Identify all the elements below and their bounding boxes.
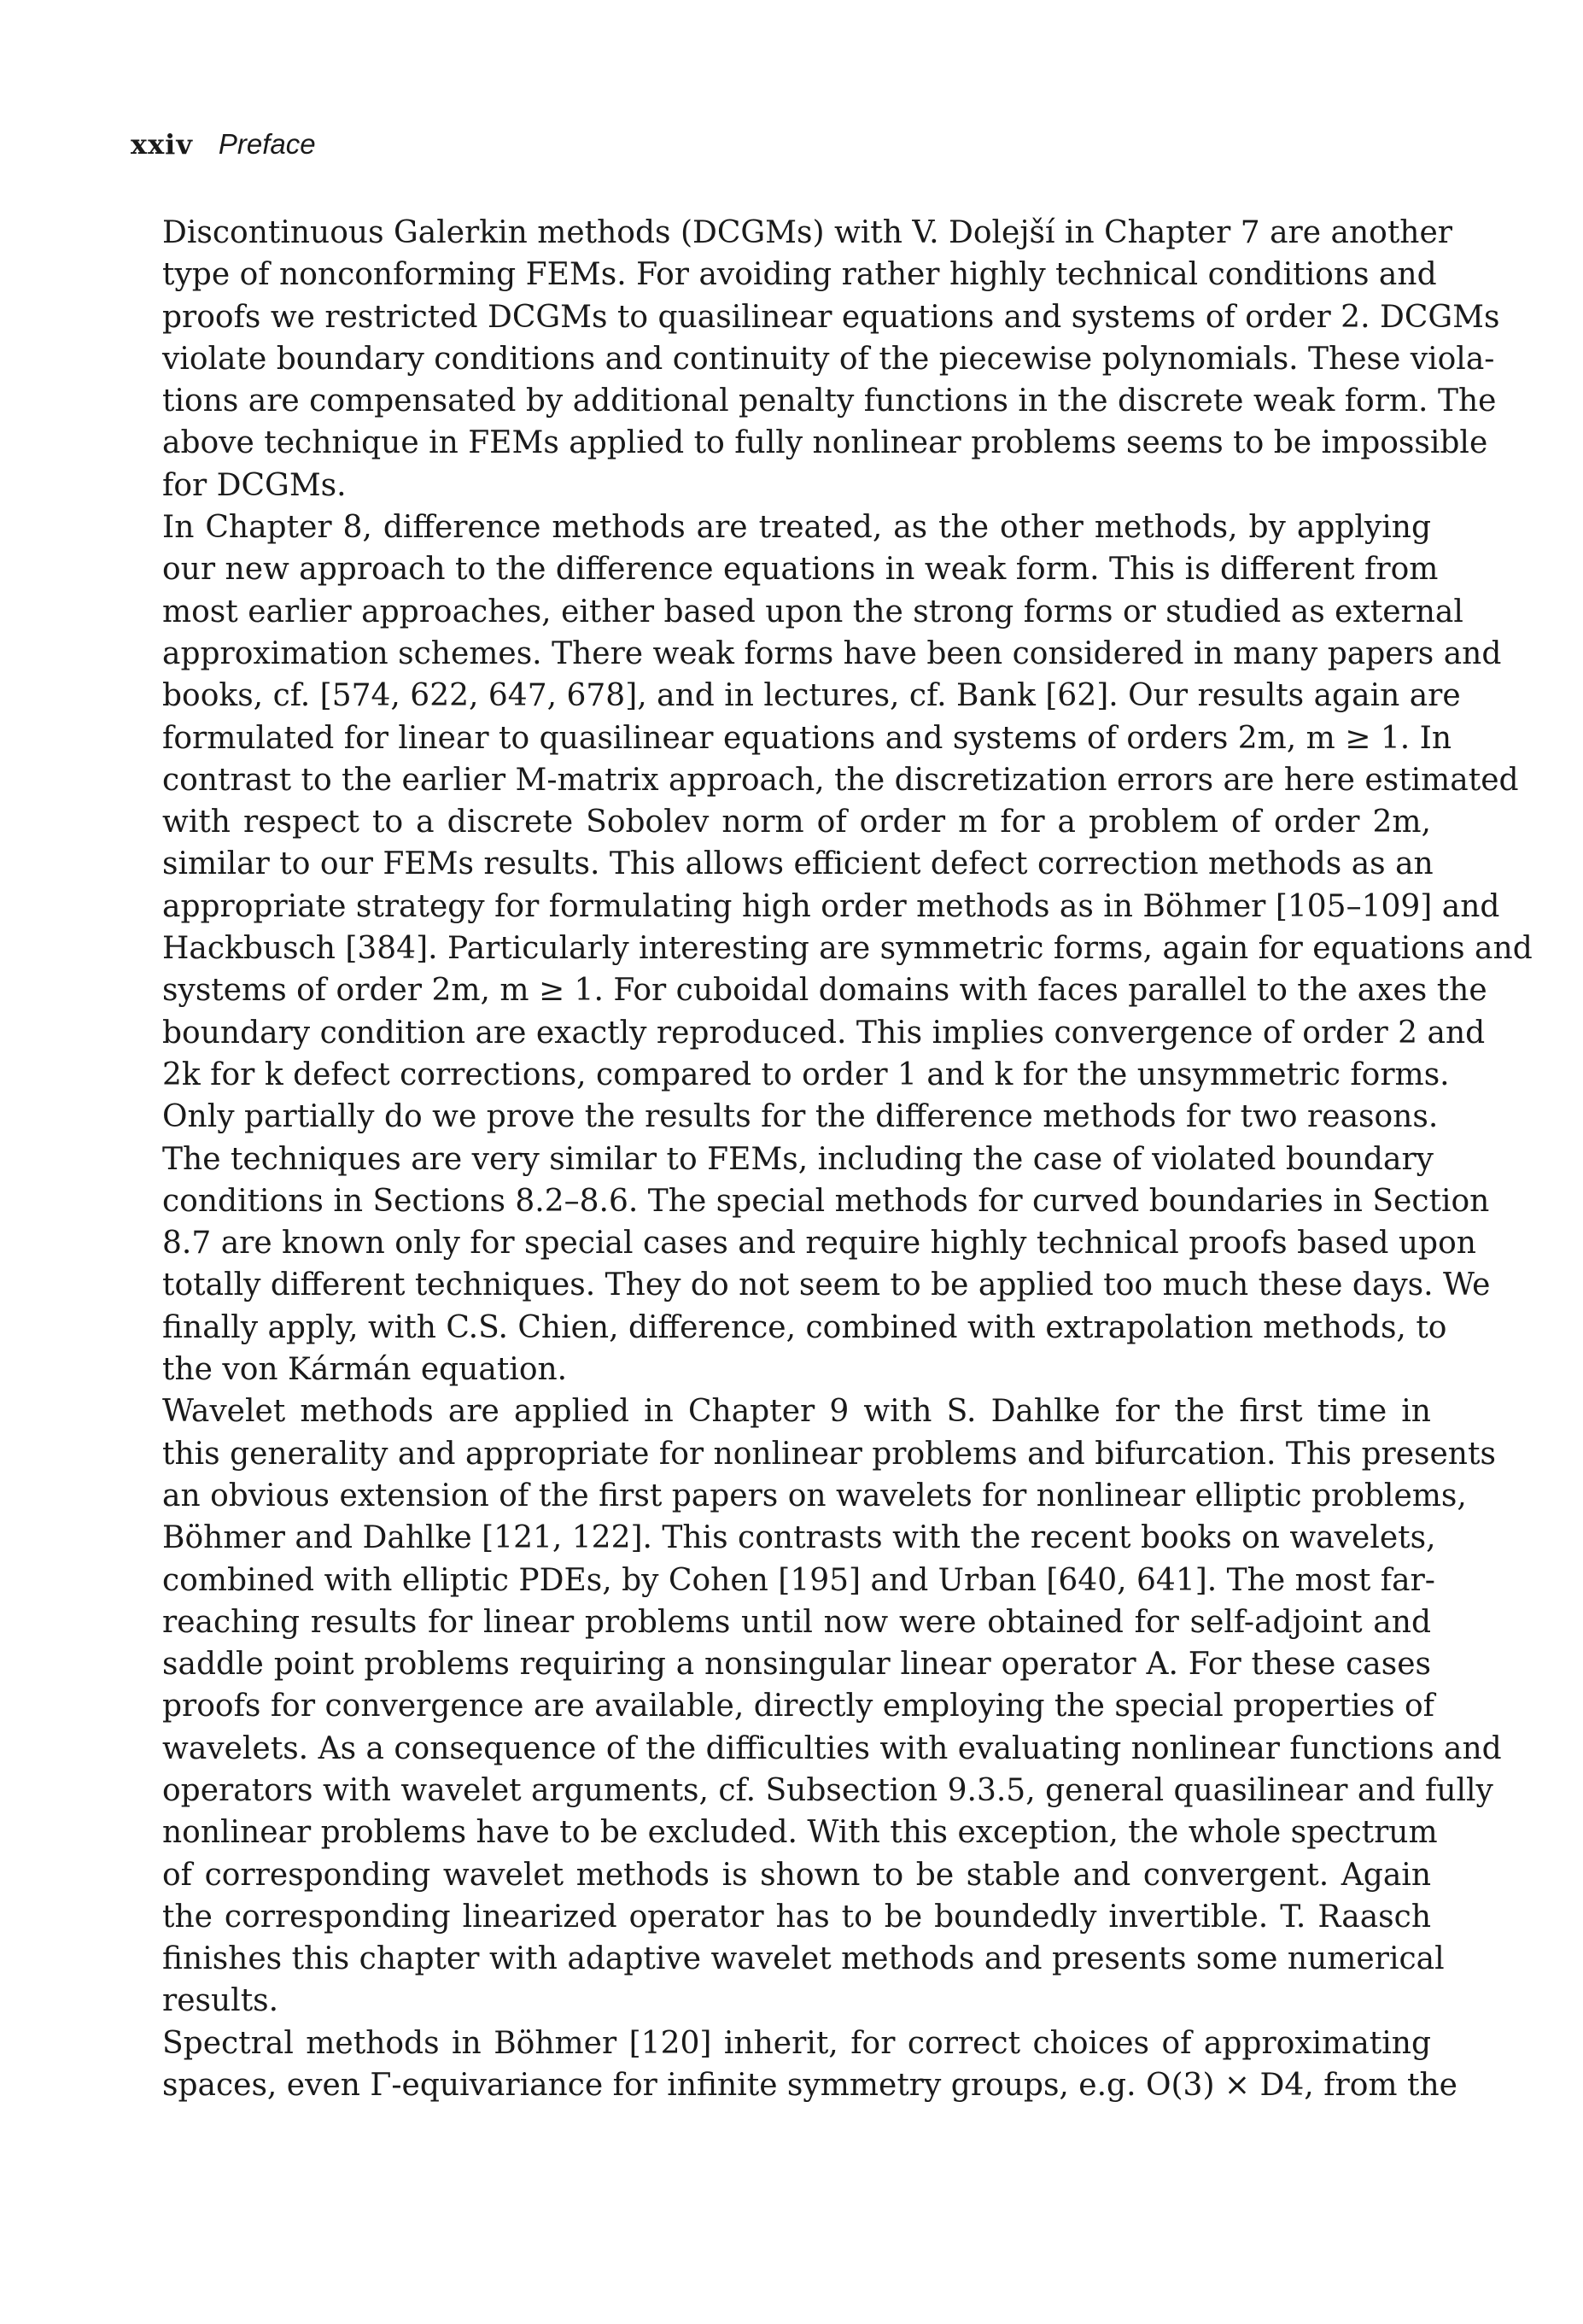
text-line: Discontinuous Galerkin methods (DCGMs) with V. Dolejší in Chapter 7 are another [162,215,1452,250]
text-line: Spectral methods in Böhmer [120] inherit, for correct choices of approximating [162,2025,1431,2061]
text-line: of corresponding wavelet methods is shown to be stable and convergent. Again [162,1857,1431,1893]
text-line: conditions in Sections 8.2–8.6. The special methods for curved boundaries in Section [162,1183,1490,1219]
text-line: type of nonconforming FEMs. For avoiding rather highly technical conditions and [162,257,1437,293]
text-line: results. [162,1983,279,2019]
text-line: tions are compensated by additional penalty functions in the discrete weak form. The [162,383,1497,419]
text-line: 8.7 are known only for special cases and require highly technical proofs based upon [162,1226,1476,1262]
text-line: operators with wavelet arguments, cf. Subsection 9.3.5, general quasilinear and fully [162,1772,1493,1808]
text-line: totally different techniques. They do not seem to be applied too much these days. We [162,1267,1491,1303]
text-line: proofs for convergence are available, directly employing the special properties of [162,1689,1434,1724]
text-line: nonlinear problems have to be excluded. With this exception, the whole spectrum [162,1815,1438,1851]
body-text [162,212,1533,2106]
text-line: for DCGMs. [162,467,347,503]
text-line: contrast to the earlier M-matrix approach, the discretization errors are here estimated [162,762,1519,798]
text-line: The techniques are very similar to FEMs, including the case of violated boundary [162,1141,1434,1177]
text-line: Wavelet methods are applied in Chapter 9 with S. Dahlke for the first time in [162,1394,1431,1430]
text-line: Hackbusch [384]. Particularly interesting are symmetric forms, again for equations and [162,931,1533,967]
text-line: the von Kármán equation. [162,1352,568,1388]
text-line: 2k for k defect corrections, compared to order 1 and k for the unsymmetric forms. [162,1057,1450,1092]
text-line: the corresponding linearized operator has to be boundedly invertible. T. Raasch [162,1899,1431,1935]
text-line: our new approach to the difference equations in weak form. This is different from [162,552,1439,588]
text-line: combined with elliptic PDEs, by Cohen [195] and Urban [640, 641]. The most far- [162,1562,1435,1598]
text-line: wavelets. As a consequence of the difficulties with evaluating nonlinear functions and [162,1730,1502,1766]
text-line: an obvious extension of the first papers on wavelets for nonlinear elliptic problems, [162,1478,1467,1513]
text-line: similar to our FEMs results. This allows efficient defect correction methods as an [162,846,1434,882]
text-line: books, cf. [574, 622, 647, 678], and in lectures, cf. Bank [62]. Our results again are [162,678,1461,714]
text-line: finally apply, with C.S. Chien, difference, combined with extrapolation methods, to [162,1309,1447,1345]
text-line: saddle point problems requiring a nonsingular linear operator A. For these cases [162,1647,1431,1683]
text-line: with respect to a discrete Sobolev norm of order m for a problem of order 2m, [162,805,1431,840]
running-title: Preface [218,128,316,160]
text-line: approximation schemes. There weak forms have been considered in many papers and [162,635,1502,671]
text-line: most earlier approaches, either based upon the strong forms or studied as external [162,594,1463,629]
page-number: xxiv [131,128,193,161]
text-line: proofs we restricted DCGMs to quasilinear equations and systems of order 2. DCGMs [162,299,1500,335]
text-line: In Chapter 8, difference methods are treated, as the other methods, by applying [162,510,1431,546]
text-line: this generality and appropriate for nonlinear problems and bifurcation. This presents [162,1436,1496,1472]
text-line: above technique in FEMs applied to fully nonlinear problems seems to be impossible [162,425,1488,461]
text-line: formulated for linear to quasilinear equations and systems of orders 2m, m ≥ 1. In [162,720,1452,756]
text-line: systems of order 2m, m ≥ 1. For cuboidal domains with faces parallel to the axes the [162,973,1487,1009]
text-line: Only partially do we prove the results for the difference methods for two reasons. [162,1099,1439,1135]
page-header [131,128,316,161]
text-line: Böhmer and Dahlke [121, 122]. This contrasts with the recent books on wavelets, [162,1520,1436,1556]
text-line: boundary condition are exactly reproduced. This implies convergence of order 2 and [162,1015,1486,1051]
text-line: reaching results for linear problems until now were obtained for self-adjoint and [162,1604,1431,1640]
text-line: finishes this chapter with adaptive wavelet methods and presents some numerical [162,1941,1445,1977]
text-line: appropriate strategy for formulating high order methods as in Böhmer [105–109] and [162,888,1500,924]
text-line: violate boundary conditions and continuity of the piecewise polynomials. These viola- [162,341,1495,377]
text-line: spaces, even Γ-equivariance for infinite symmetry groups, e.g. O(3) × D4, from the [162,2068,1457,2104]
